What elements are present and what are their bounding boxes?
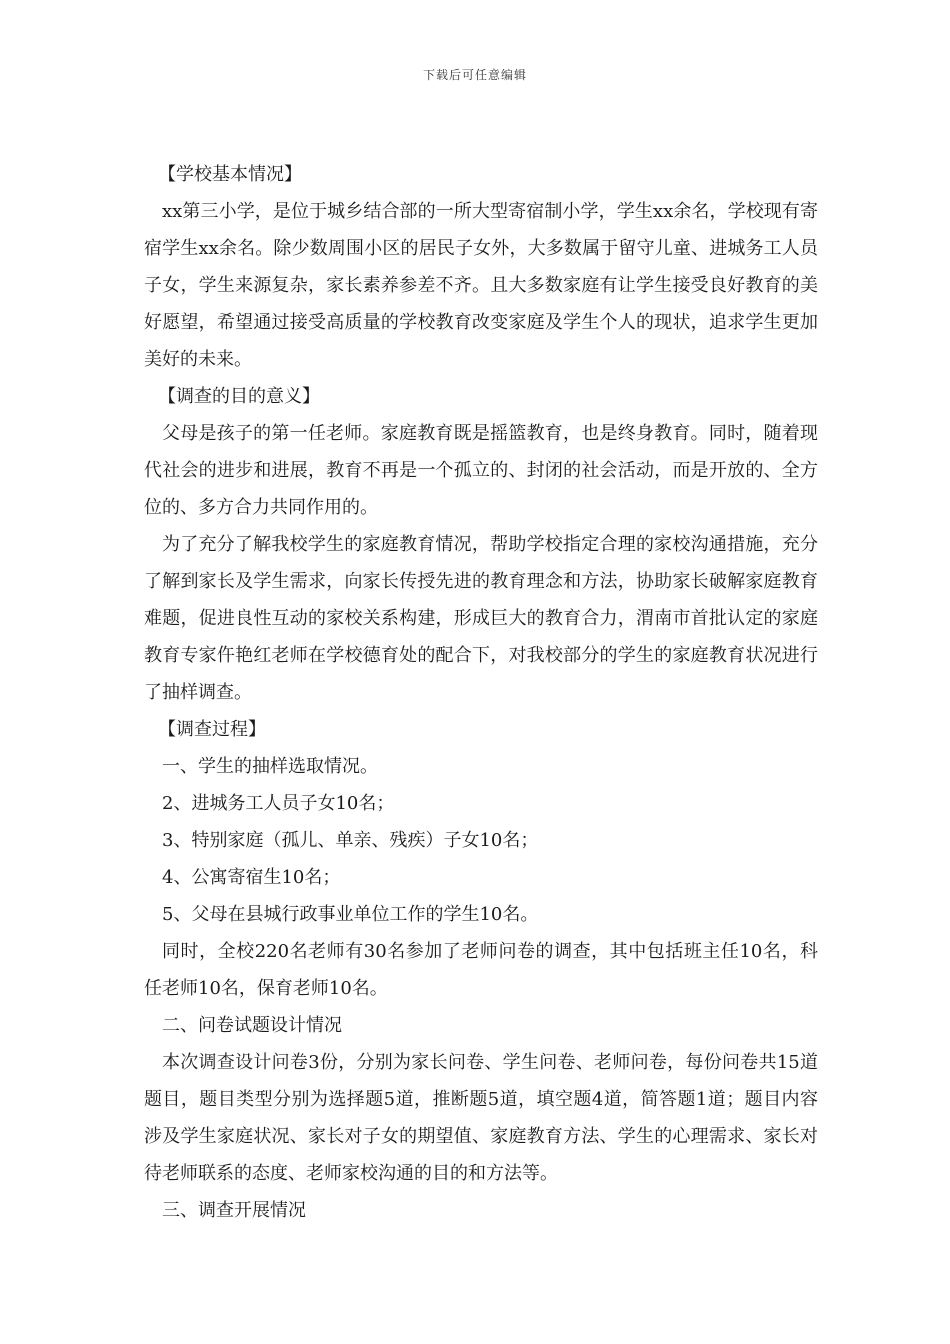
list-item-questionnaire-design: 二、问卷试题设计情况	[162, 1015, 342, 1036]
list-item-special-families: 3、特别家庭（孤儿、单亲、残疾）子女10名；	[162, 830, 539, 851]
document-body	[144, 156, 818, 1229]
paragraph-purpose-2: 为了充分了解我校学生的家庭教育情况，帮助学校指定合理的家校沟通措施，充分了解到家长及学生需求，向家长传授先进的教育理念和方法，协助家长破解家庭教育难题，促进良性互动的家校关系构建，形成巨大的教育合力，渭南市首批认定的家庭教育专家仵艳红老师在学校德育处的配合下，对我校部分的学生的家庭教育状况进行了抽样调查。	[144, 534, 818, 703]
list-item-migrant-children: 2、进城务工人员子女10名；	[162, 793, 395, 814]
list-item-sampling: 一、学生的抽样选取情况。	[162, 756, 378, 777]
paragraph-school-info: xx第三小学，是位于城乡结合部的一所大型寄宿制小学，学生xx余名，学校现有寄宿学生xx余名。除少数周围小区的居民子女外，大多数属于留守儿童、进城务工人员子女，学生来源复杂，家长素养参差不齐。且大多数家庭有让学生接受良好教育的美好愿望，希望通过接受高质量的学校教育改变家庭及学生个人的现状，追求学生更加美好的未来。	[144, 201, 818, 370]
list-item-government-families: 5、父母在县城行政事业单位工作的学生10名。	[162, 904, 539, 925]
paragraph-questionnaire-design: 本次调查设计问卷3份，分别为家长问卷、学生问卷、老师问卷，每份问卷共15道题目，题目类型分别为选择题5道，推断题5道，填空题4道，简答题1道；题目内容涉及学生家庭状况、家长对子女的期望值、家庭教育方法、学生的心理需求、家长对待老师联系的态度、老师家校沟通的目的和方法等。	[144, 1052, 818, 1184]
paragraph-teacher-survey: 同时，全校220名老师有30名参加了老师问卷的调查，其中包括班主任10名，科任老师10名，保育老师10名。	[144, 941, 818, 999]
paragraph-purpose-1: 父母是孩子的第一任老师。家庭教育既是摇篮教育，也是终身教育。同时，随着现代社会的进步和进展，教育不再是一个孤立的、封闭的社会活动，而是开放的、全方位的、多方合力共同作用的。	[144, 423, 818, 518]
section-heading-process: 【调查过程】	[158, 719, 266, 740]
page-header: 下载后可任意编辑	[422, 68, 527, 82]
section-heading-purpose: 【调查的目的意义】	[158, 386, 320, 407]
section-heading-school-info: 【学校基本情况】	[158, 164, 302, 185]
list-item-survey-progress: 三、调查开展情况	[162, 1200, 306, 1221]
list-item-boarders: 4、公寓寄宿生10名；	[162, 867, 341, 888]
